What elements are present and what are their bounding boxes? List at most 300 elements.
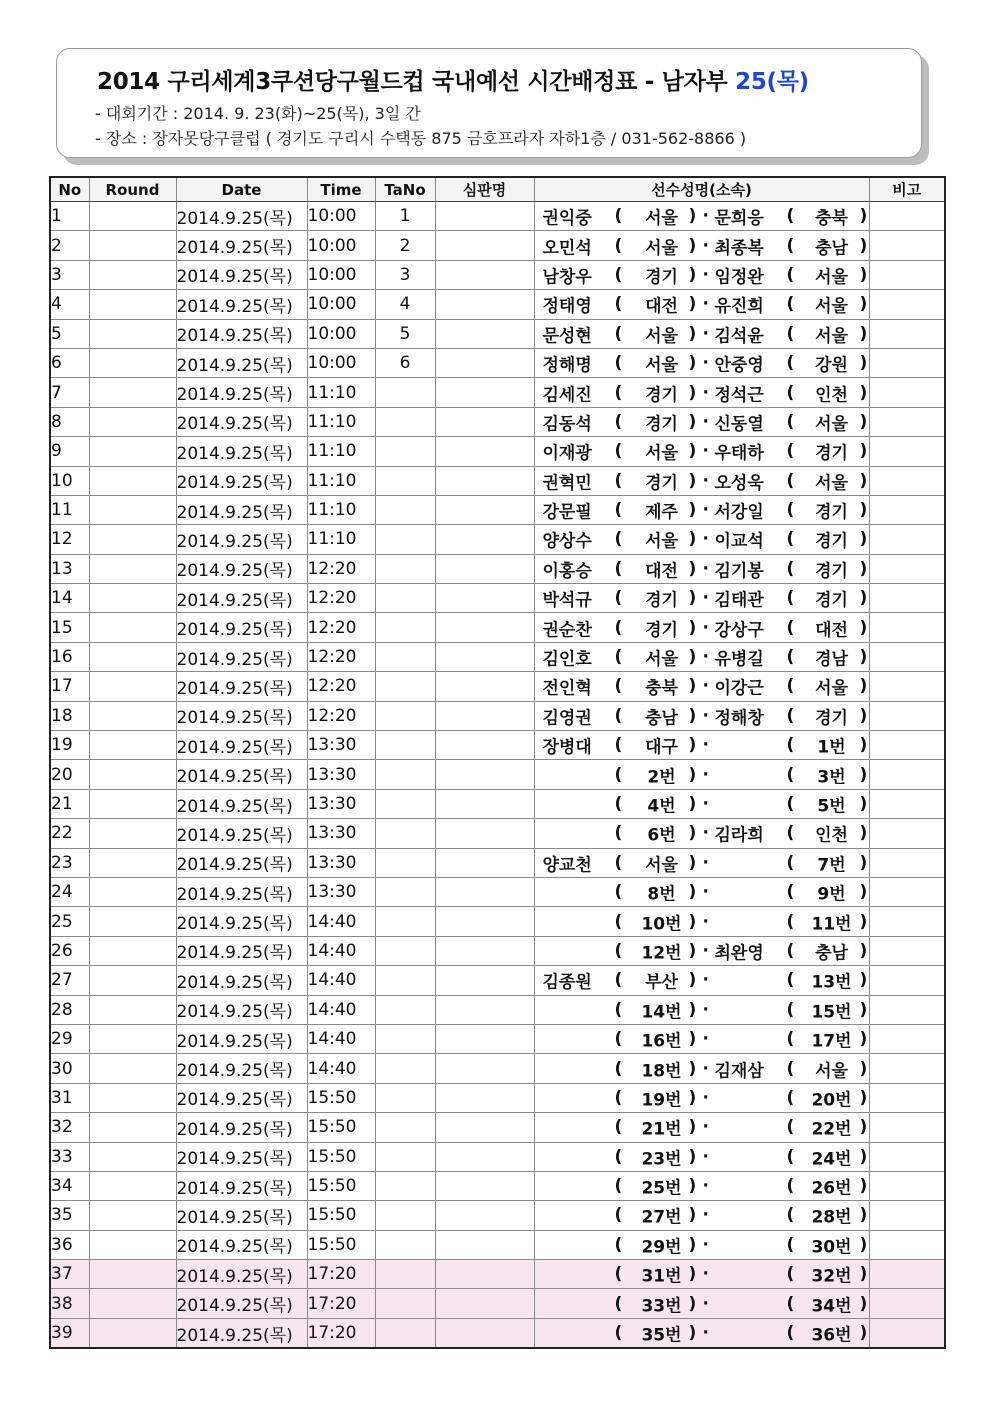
cell-notes [869,584,945,613]
player2-name: 김라희 [714,825,764,846]
table-row [50,407,945,436]
cell-players [534,1289,869,1318]
table-row [50,290,945,319]
cell-round [89,848,176,877]
table-row [50,1318,945,1348]
cell-tano: 6 [375,348,435,377]
player2-name: 임정완 [714,267,764,288]
player1-name: 김인호 [542,649,592,670]
paren-close: ) [688,823,697,844]
paren-open: ( [614,529,623,550]
cell-no: 9 [50,437,89,466]
separator-dot: · [702,323,709,344]
cell-time: 17:20 [307,1289,375,1318]
player2-affiliation: 강원 [815,355,848,376]
player2-affiliation: 28번 [811,1207,852,1228]
paren-open: ( [614,1146,623,1167]
cell-players [534,231,869,260]
cell-time: 12:20 [307,672,375,701]
table-row [50,1260,945,1289]
player2-affiliation: 경기 [815,708,848,729]
cell-date: 2014.9.25(목) [176,672,307,701]
cell-tano: 5 [375,319,435,348]
cell-tano [375,378,435,407]
cell-players [534,907,869,936]
cell-notes [869,1289,945,1318]
cell-no: 27 [50,966,89,995]
separator-dot: · [702,1058,709,1079]
player2-affiliation: 32번 [811,1266,852,1287]
cell-date: 2014.9.25(목) [176,407,307,436]
paren-close: ) [859,264,868,285]
cell-date: 2014.9.25(목) [176,437,307,466]
paren-open: ( [614,617,623,638]
cell-players [534,584,869,613]
separator-dot: · [702,206,709,227]
cell-no: 33 [50,1142,89,1171]
player2-name: 정석근 [714,385,764,406]
player2-affiliation: 24번 [811,1149,852,1170]
player1-affiliation: 2번 [647,767,676,788]
cell-date: 2014.9.25(목) [176,760,307,789]
cell-date: 2014.9.25(목) [176,1318,307,1348]
paren-close: ) [688,206,697,227]
player2-affiliation: 경기 [815,443,848,464]
cell-referee [435,1083,534,1112]
cell-notes [869,613,945,642]
cell-notes [869,995,945,1024]
cell-tano [375,789,435,818]
cell-tano [375,877,435,906]
paren-close: ) [688,1176,697,1197]
separator-dot: · [702,705,709,726]
cell-notes [869,231,945,260]
paren-close: ) [688,1146,697,1167]
cell-round [89,260,176,289]
cell-tano [375,525,435,554]
cell-tano [375,701,435,730]
player1-name: 양상수 [542,531,592,552]
player1-affiliation: 23번 [641,1149,682,1170]
cell-no: 3 [50,260,89,289]
cell-date: 2014.9.25(목) [176,936,307,965]
player1-name: 이재광 [542,443,592,464]
table-row [50,642,945,671]
cell-notes [869,554,945,583]
player1-name: 문성현 [542,326,592,347]
paren-open: ( [786,1293,795,1314]
player2-affiliation: 서울 [815,473,848,494]
paren-close: ) [859,411,868,432]
paren-open: ( [614,323,623,344]
cell-players [534,466,869,495]
cell-date: 2014.9.25(목) [176,495,307,524]
player2-affiliation: 3번 [817,767,846,788]
cell-notes [869,789,945,818]
player2-name: 김석윤 [714,326,764,347]
cell-referee [435,907,534,936]
page-title [97,63,809,96]
table-row [50,525,945,554]
cell-round [89,789,176,818]
paren-close: ) [859,705,868,726]
col-header-date: Date [176,177,307,202]
cell-referee [435,1113,534,1142]
paren-close: ) [688,1029,697,1050]
player1-affiliation: 서울 [645,855,678,876]
cell-tano [375,760,435,789]
cell-notes [869,731,945,760]
cell-notes [869,260,945,289]
table-row [50,672,945,701]
paren-open: ( [614,705,623,726]
paren-close: ) [859,470,868,491]
player1-affiliation: 서울 [645,326,678,347]
cell-notes [869,1260,945,1289]
paren-open: ( [786,470,795,491]
cell-players [534,1083,869,1112]
separator-dot: · [702,382,709,403]
cell-players [534,760,869,789]
player2-name: 김태관 [714,590,764,611]
cell-notes [869,1113,945,1142]
paren-close: ) [688,235,697,256]
paren-close: ) [859,911,868,932]
paren-open: ( [786,294,795,315]
cell-time: 12:20 [307,554,375,583]
cell-time: 11:10 [307,466,375,495]
player1-name: 정해명 [542,355,592,376]
player2-affiliation: 충남 [815,943,848,964]
paren-open: ( [786,235,795,256]
cell-referee [435,378,534,407]
paren-open: ( [614,882,623,903]
player1-name: 이홍승 [542,561,592,582]
player2-name: 안중영 [714,355,764,376]
player1-affiliation: 경기 [645,473,678,494]
cell-no: 32 [50,1113,89,1142]
table-row [50,202,945,231]
cell-time: 13:30 [307,848,375,877]
paren-open: ( [786,970,795,991]
cell-round [89,1289,176,1318]
cell-referee [435,642,534,671]
cell-round [89,613,176,642]
paren-close: ) [688,1087,697,1108]
cell-time: 14:40 [307,907,375,936]
paren-open: ( [614,1176,623,1197]
player1-affiliation: 14번 [641,1002,682,1023]
player1-affiliation: 35번 [641,1325,682,1346]
cell-referee [435,466,534,495]
separator-dot: · [702,294,709,315]
player1-affiliation: 31번 [641,1266,682,1287]
cell-time: 17:20 [307,1318,375,1348]
paren-open: ( [614,970,623,991]
paren-close: ) [688,1205,697,1226]
separator-dot: · [702,676,709,697]
cell-notes [869,760,945,789]
cell-date: 2014.9.25(목) [176,966,307,995]
paren-open: ( [614,735,623,756]
cell-players [534,789,869,818]
paren-open: ( [614,940,623,961]
paren-close: ) [688,1234,697,1255]
cell-notes [869,525,945,554]
col-header-referee: 심판명 [435,177,534,202]
player2-affiliation: 충남 [815,238,848,259]
player2-name: 신동열 [714,414,764,435]
paren-close: ) [688,735,697,756]
player2-affiliation: 서울 [815,267,848,288]
paren-close: ) [688,382,697,403]
player2-name: 강상구 [714,620,764,641]
paren-close: ) [859,1117,868,1138]
col-header-time: Time [307,177,375,202]
header-box [56,48,922,158]
event-period: - 대회기간 : 2014. 9. 23(화)~25(목), 3일 간 [95,104,421,123]
cell-players [534,1318,869,1348]
table-row [50,260,945,289]
cell-notes [869,819,945,848]
cell-players [534,731,869,760]
paren-close: ) [859,1323,868,1344]
cell-no: 1 [50,202,89,231]
paren-close: ) [688,441,697,462]
cell-players [534,1142,869,1171]
paren-close: ) [859,1293,868,1314]
cell-no: 22 [50,819,89,848]
table-row [50,554,945,583]
cell-tano [375,1289,435,1318]
cell-time: 17:20 [307,1260,375,1289]
player2-affiliation: 15번 [811,1002,852,1023]
cell-round [89,437,176,466]
cell-round [89,1171,176,1200]
cell-time: 13:30 [307,877,375,906]
cell-time: 13:30 [307,731,375,760]
cell-players [534,1260,869,1289]
player1-affiliation: 대구 [645,737,678,758]
table-row [50,936,945,965]
schedule-table [49,176,946,1349]
cell-date: 2014.9.25(목) [176,1054,307,1083]
paren-close: ) [688,323,697,344]
cell-referee [435,1142,534,1171]
player2-affiliation: 대전 [815,620,848,641]
cell-no: 21 [50,789,89,818]
cell-time: 10:00 [307,348,375,377]
cell-time: 13:30 [307,789,375,818]
cell-players [534,348,869,377]
paren-close: ) [859,999,868,1020]
player1-name: 박석규 [542,590,592,611]
cell-date: 2014.9.25(목) [176,348,307,377]
paren-close: ) [688,1264,697,1285]
paren-close: ) [859,852,868,873]
cell-no: 34 [50,1171,89,1200]
player1-affiliation: 16번 [641,1031,682,1052]
paren-close: ) [859,235,868,256]
cell-time: 15:50 [307,1230,375,1259]
cell-round [89,495,176,524]
paren-open: ( [786,1058,795,1079]
paren-open: ( [614,852,623,873]
paren-close: ) [859,1146,868,1167]
player1-affiliation: 제주 [645,502,678,523]
cell-time: 14:40 [307,936,375,965]
cell-tano [375,966,435,995]
cell-no: 5 [50,319,89,348]
player2-affiliation: 경기 [815,502,848,523]
separator-dot: · [702,1146,709,1167]
cell-round [89,966,176,995]
paren-open: ( [786,353,795,374]
separator-dot: · [702,264,709,285]
cell-referee [435,290,534,319]
cell-no: 2 [50,231,89,260]
cell-no: 10 [50,466,89,495]
paren-close: ) [688,294,697,315]
paren-open: ( [614,1234,623,1255]
cell-date: 2014.9.25(목) [176,1113,307,1142]
cell-referee [435,525,534,554]
cell-notes [869,1318,945,1348]
paren-open: ( [786,1264,795,1285]
player1-affiliation: 충북 [645,678,678,699]
cell-date: 2014.9.25(목) [176,1289,307,1318]
player1-affiliation: 경기 [645,590,678,611]
cell-notes [869,642,945,671]
cell-notes [869,1201,945,1230]
cell-players [534,1230,869,1259]
paren-open: ( [614,206,623,227]
player2-affiliation: 5번 [817,796,846,817]
paren-open: ( [786,558,795,579]
cell-referee [435,554,534,583]
table-row [50,789,945,818]
paren-close: ) [859,823,868,844]
cell-tano [375,1083,435,1112]
player1-affiliation: 서울 [645,649,678,670]
player2-affiliation: 경기 [815,531,848,552]
cell-no: 28 [50,995,89,1024]
cell-round [89,1024,176,1053]
cell-round [89,1201,176,1230]
paren-close: ) [688,999,697,1020]
cell-time: 11:10 [307,378,375,407]
player2-name: 우태하 [714,443,764,464]
table-row [50,1083,945,1112]
cell-players [534,437,869,466]
cell-tano [375,907,435,936]
paren-open: ( [614,294,623,315]
player1-affiliation: 8번 [647,884,676,905]
paren-open: ( [786,1323,795,1344]
paren-close: ) [688,588,697,609]
paren-close: ) [859,1087,868,1108]
paren-open: ( [786,705,795,726]
cell-players [534,1113,869,1142]
cell-tano [375,407,435,436]
player1-name: 강문필 [542,502,592,523]
separator-dot: · [702,1029,709,1050]
player1-affiliation: 12번 [641,943,682,964]
table-row [50,1230,945,1259]
player1-affiliation: 부산 [645,972,678,993]
paren-close: ) [688,500,697,521]
paren-close: ) [688,1058,697,1079]
paren-open: ( [614,1323,623,1344]
cell-round [89,319,176,348]
cell-players [534,819,869,848]
player1-name: 권익중 [542,208,592,229]
paren-close: ) [859,294,868,315]
cell-notes [869,936,945,965]
cell-no: 30 [50,1054,89,1083]
cell-referee [435,348,534,377]
paren-open: ( [786,617,795,638]
separator-dot: · [702,882,709,903]
cell-no: 25 [50,907,89,936]
cell-date: 2014.9.25(목) [176,848,307,877]
table-row [50,584,945,613]
paren-open: ( [786,852,795,873]
player1-name: 정태영 [542,296,592,317]
cell-notes [869,1054,945,1083]
paren-close: ) [688,1117,697,1138]
paren-close: ) [859,588,868,609]
cell-tano: 4 [375,290,435,319]
cell-notes [869,701,945,730]
cell-time: 15:50 [307,1083,375,1112]
cell-referee [435,789,534,818]
cell-tano [375,1318,435,1348]
paren-close: ) [859,647,868,668]
table-row [50,907,945,936]
cell-referee [435,495,534,524]
separator-dot: · [702,764,709,785]
cell-date: 2014.9.25(목) [176,290,307,319]
paren-open: ( [786,676,795,697]
paren-close: ) [688,940,697,961]
cell-round [89,407,176,436]
cell-referee [435,319,534,348]
cell-players [534,290,869,319]
paren-close: ) [859,1058,868,1079]
player2-name: 유병길 [714,649,764,670]
cell-players [534,995,869,1024]
cell-notes [869,437,945,466]
paren-close: ) [859,882,868,903]
player2-affiliation: 인천 [815,385,848,406]
player1-affiliation: 4번 [647,796,676,817]
paren-open: ( [614,500,623,521]
paren-close: ) [688,911,697,932]
paren-close: ) [688,970,697,991]
cell-referee [435,1230,534,1259]
cell-tano [375,819,435,848]
cell-round [89,466,176,495]
player2-affiliation: 9번 [817,884,846,905]
paren-close: ) [688,353,697,374]
cell-no: 11 [50,495,89,524]
table-row [50,437,945,466]
player1-name: 권혁민 [542,473,592,494]
player1-affiliation: 25번 [641,1178,682,1199]
paren-open: ( [614,647,623,668]
paren-open: ( [786,999,795,1020]
